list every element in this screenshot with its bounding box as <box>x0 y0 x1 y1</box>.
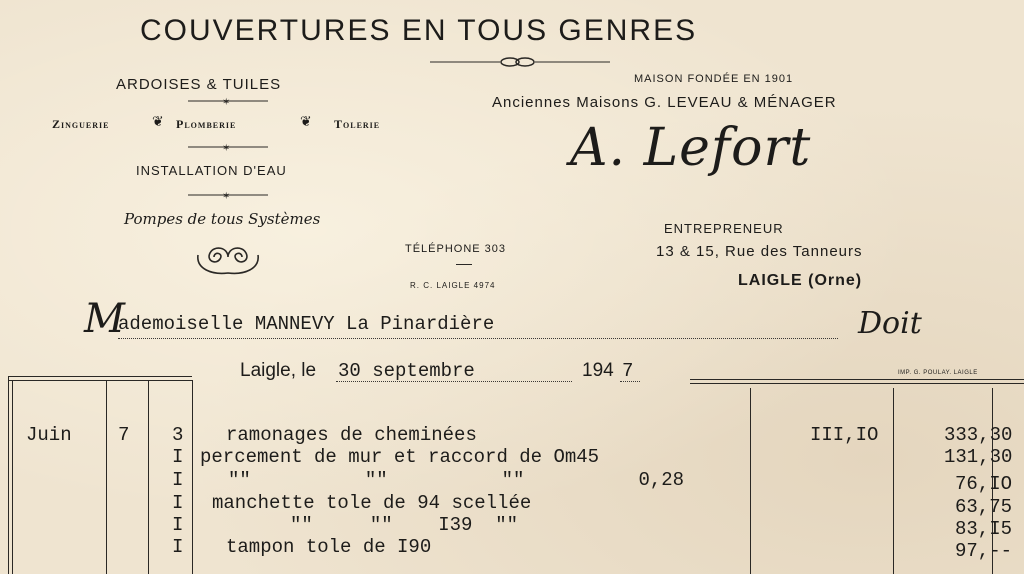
row-qty: I <box>172 446 184 468</box>
svg-text:✶: ✶ <box>222 143 231 152</box>
fleuron-icon: ❦ <box>300 113 312 129</box>
table-top-rule-right-2 <box>690 383 1024 384</box>
row-qty: I <box>172 536 184 558</box>
row-description: ramonages de cheminées <box>226 424 477 446</box>
letterhead-title: COUVERTURES EN TOUS GENRES <box>140 14 698 47</box>
col-line <box>106 380 107 574</box>
doit-label: Doit <box>858 306 922 341</box>
row-total: 131,30 <box>944 446 1013 468</box>
row-description: percement de mur et raccord de Om45 <box>200 446 600 468</box>
recipient-name: ademoiselle MANNEVY La Pinardière <box>118 313 495 335</box>
row-qty: I <box>172 514 184 536</box>
water-installation-line: INSTALLATION D'EAU <box>136 163 287 178</box>
slates-tiles-line: ARDOISES & TUILES <box>116 76 282 93</box>
row-total: 333,30 <box>944 424 1013 446</box>
founded-line: MAISON FONDÉE EN 1901 <box>634 73 794 85</box>
date-dotted-line <box>336 381 572 382</box>
recipient-initial: M <box>84 296 125 342</box>
place-label: Laigle, le <box>240 360 317 381</box>
street-address: 13 & 15, Rue des Tanneurs <box>656 243 863 260</box>
row-total: 83,I5 <box>955 518 1013 540</box>
svg-text:✶: ✶ <box>222 191 231 200</box>
col-line <box>8 376 9 574</box>
fleuron-icon: ❦ <box>152 113 164 129</box>
row-total: 63,75 <box>955 496 1013 518</box>
row-description: tampon tole de I90 <box>226 536 432 558</box>
company-signature: A. Lefort <box>570 118 812 178</box>
recipient-dotted-line <box>118 338 838 339</box>
row-description: "" "" I39 "" <box>290 514 519 536</box>
row-qty: I <box>172 492 184 514</box>
year-prefix: 194 <box>582 360 614 381</box>
row-day: 7 <box>118 424 130 446</box>
row-description: "" "" "" 0,28 <box>228 469 685 491</box>
row-qty: I <box>172 469 184 491</box>
row-qty: 3 <box>172 424 184 446</box>
table-top-rule-right <box>690 379 1024 380</box>
entrepreneur-title: ENTREPRENEUR <box>664 221 784 236</box>
trade-plomberie-text: Plomberie <box>176 117 237 131</box>
col-line <box>12 380 13 574</box>
row-unit-price: III,IO <box>810 424 879 446</box>
col-line <box>192 380 193 574</box>
col-line <box>148 380 149 574</box>
col-line <box>750 388 751 574</box>
divider-ornament <box>188 96 268 106</box>
former-houses-line: Anciennes Maisons G. LEVEAU & MÉNAGER <box>492 94 837 111</box>
year-dotted-line <box>620 381 640 382</box>
trade-tolerie-text: Tolerie <box>334 117 381 131</box>
year-suffix: 7 <box>622 360 634 382</box>
city: LAIGLE (Orne) <box>738 272 863 289</box>
divider-ornament <box>188 190 268 200</box>
trade-registry: R. C. LAIGLE 4974 <box>410 281 496 290</box>
divider-ornament <box>188 142 268 152</box>
row-description: manchette tole de 94 scellée <box>212 492 532 514</box>
trade-zinguerie-text: Zinguerie <box>52 117 110 131</box>
table-top-rule-left-2 <box>8 380 192 381</box>
row-total: 76,IO <box>955 473 1013 495</box>
svg-text:✶: ✶ <box>222 97 231 106</box>
title-flourish <box>430 54 610 70</box>
table-top-rule-left <box>8 376 192 377</box>
printer-imprint: IMP. G. POULAY. LAIGLE <box>898 370 978 376</box>
invoice-date: 30 septembre <box>338 360 475 382</box>
row-total: 97,-- <box>955 540 1013 562</box>
pumps-line: Pompes de tous Systèmes <box>124 210 321 228</box>
col-line <box>893 388 894 574</box>
row-month: Juin <box>26 424 72 446</box>
phone-number: TÉLÉPHONE 303 <box>405 243 507 255</box>
phone-divider <box>456 264 472 265</box>
swirl-ornament <box>192 235 264 279</box>
